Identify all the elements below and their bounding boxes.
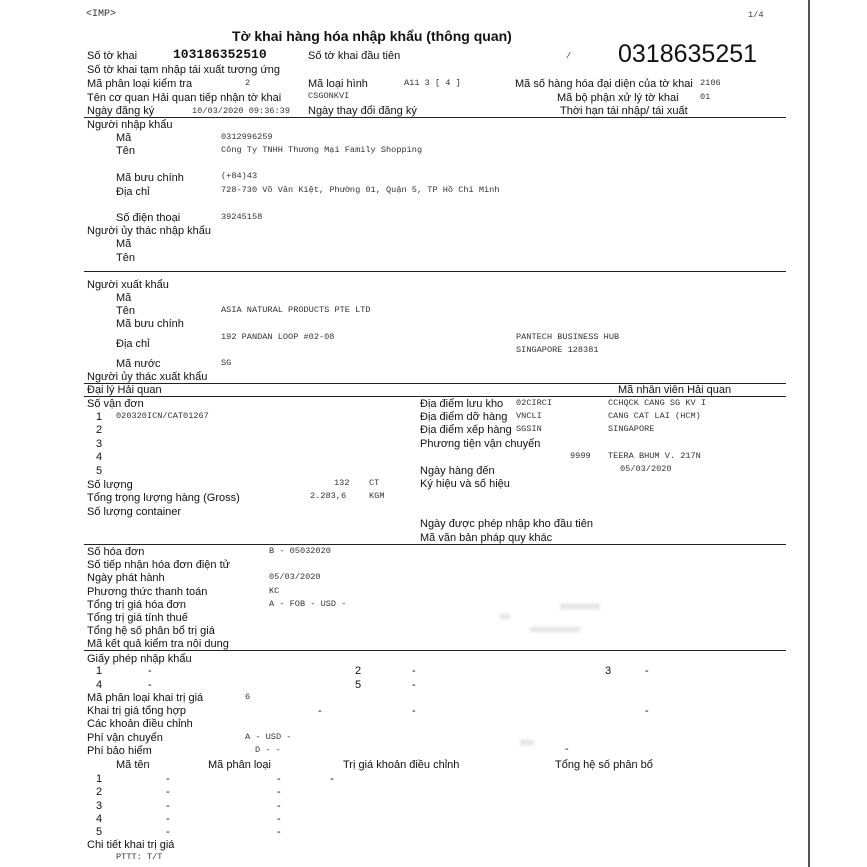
adjust-row-number: 1: [96, 773, 103, 785]
bl-row-number: 5: [96, 465, 103, 477]
valuation-detail-value: PTTT: T/T: [116, 852, 163, 862]
imp-tag: <IMP>: [86, 9, 117, 20]
container-label: Số lượng container: [87, 506, 182, 518]
type-code-label: Mã loại hình: [308, 78, 368, 90]
license-dash: -: [148, 679, 152, 691]
redacted-value: [530, 627, 580, 632]
exporter-name: ASIA NATURAL PRODUCTS PTE LTD: [221, 305, 371, 315]
temp-import-label: Số tờ khai tạm nhập tái xuất tương ứng: [87, 64, 281, 76]
valuation-class-value: 6: [245, 692, 251, 702]
adjust-row-number: 5: [96, 826, 103, 838]
valuation-dash: -: [412, 705, 416, 717]
exporter-address-line3: SINGAPORE 128381: [516, 345, 599, 355]
vehicle-code: 9999: [570, 451, 591, 461]
combined-valuation-label: Khai trị giá tổng hợp: [87, 705, 186, 717]
valuation-dash: -: [565, 743, 569, 755]
customs-officer-label: Mã nhân viên Hải quan: [618, 384, 732, 396]
license-dash: -: [645, 665, 649, 677]
importer-code-label: Mã: [116, 132, 132, 144]
bl-row-number: 2: [96, 424, 103, 436]
exporter-address-line1: 192 PANDAN LOOP #02-08: [221, 332, 335, 342]
importer-address: 728-730 Võ Văn Kiệt, Phường 01, Quận 5, TP Hồ Chí Minh: [221, 185, 500, 195]
license-dash: -: [148, 665, 152, 677]
importer-section-label: Người nhập khẩu: [87, 119, 173, 131]
unload-label: Địa điểm dỡ hàng: [420, 411, 508, 423]
valuation-detail-label: Chi tiết khai trị giá: [87, 839, 175, 851]
arrival-date: 05/03/2020: [620, 464, 672, 474]
reg-date-label: Ngày đăng ký: [87, 105, 155, 117]
adjust-row-number: 4: [96, 813, 103, 825]
bl-value-1: 020320ICN/CAT01267: [116, 411, 209, 421]
unload-name: CANG CAT LAI (HCM): [608, 411, 701, 421]
export-entrust-label: Người ủy thác xuất khẩu: [87, 371, 208, 383]
license-dash: -: [412, 679, 416, 691]
taxable-value-label: Tổng trị giá tính thuế: [87, 612, 188, 624]
license-row-number: 4: [96, 679, 103, 691]
invoice-no-label: Số hóa đơn: [87, 546, 145, 558]
exporter-country: SG: [221, 358, 232, 368]
divider: [84, 396, 786, 397]
exporter-address-label: Địa chỉ: [116, 338, 150, 350]
quantity-label: Số lượng: [87, 479, 133, 491]
bl-row-number: 4: [96, 451, 103, 463]
invoice-total: A - FOB - USD -: [269, 599, 347, 609]
storage-code: 02CIRCI: [516, 398, 553, 408]
adjust-col-value: Trị giá khoản điều chỉnh: [343, 759, 460, 771]
dept-code-label: Mã bộ phận xử lý tờ khai: [557, 92, 679, 104]
adjust-dash: -: [166, 773, 170, 785]
page-number: 1/4: [748, 10, 764, 20]
page-right-border: [808, 0, 810, 867]
valuation-dash: -: [645, 705, 649, 717]
issue-date-label: Ngày phát hành: [87, 572, 165, 584]
einvoice-label: Số tiếp nhận hóa đơn điện tử: [87, 559, 231, 571]
exporter-postal-label: Mã bưu chính: [116, 318, 184, 330]
adjust-dash: -: [277, 800, 281, 812]
quantity-unit: CT: [369, 478, 380, 488]
adjust-dash: -: [277, 773, 281, 785]
divider: [84, 271, 786, 272]
license-row-number: 3: [605, 665, 612, 677]
adjust-dash: -: [166, 826, 170, 838]
import-license-label: Giấy phép nhập khẩu: [87, 653, 192, 665]
freight-label: Phí vận chuyển: [87, 732, 163, 744]
adjust-col-name: Mã tên: [116, 759, 150, 771]
divider: [84, 544, 786, 545]
exporter-name-label: Tên: [116, 305, 135, 317]
import-entrust-label: Người ủy thác nhập khẩu: [87, 225, 212, 237]
first-warehouse-label: Ngày được phép nhập kho đầu tiên: [420, 518, 593, 530]
exporter-code-label: Mã: [116, 292, 132, 304]
unload-code: VNCLI: [516, 411, 542, 421]
importer-name-label: Tên: [116, 145, 135, 157]
load-label: Địa điểm xếp hàng: [420, 424, 512, 436]
page-title: Tờ khai hàng hóa nhập khẩu (thông quan): [232, 28, 512, 44]
license-row-number: 5: [355, 679, 362, 691]
reexport-deadline-label: Thời hạn tái nhập/ tái xuất: [560, 105, 688, 117]
gross-weight-label: Tổng trọng lượng hàng (Gross): [87, 492, 240, 504]
adjust-dash: -: [166, 800, 170, 812]
importer-postal-label: Mã bưu chính: [116, 172, 184, 184]
gross-weight-unit: KGM: [369, 491, 385, 501]
importer-phone-label: Số điện thoại: [116, 212, 181, 224]
insurance-label: Phí bảo hiểm: [87, 745, 152, 757]
freight-value: A - USD -: [245, 732, 292, 742]
importer-postal: (+84)43: [221, 171, 258, 181]
adjust-dash: -: [166, 786, 170, 798]
bl-row-number: 1: [96, 411, 103, 423]
reg-date-value: 10/03/2020 09:36:39: [192, 106, 290, 116]
storage-label: Địa điểm lưu kho: [420, 398, 504, 410]
payment-label: Phương thức thanh toán: [87, 586, 208, 598]
insurance-value: D - -: [255, 745, 281, 755]
adjust-col-class: Mã phân loại: [208, 759, 271, 771]
check-class-label: Mã phân loại kiểm tra: [87, 78, 193, 90]
adjust-row-number: 2: [96, 786, 103, 798]
adjust-col-coef: Tổng hệ số phân bổ: [555, 759, 653, 771]
divider: [84, 650, 786, 651]
importer-code: 0312996259: [221, 132, 273, 142]
adjustments-label: Các khoản điều chỉnh: [87, 718, 193, 730]
adjust-dash: -: [330, 773, 334, 785]
dept-code-value: 01: [700, 92, 711, 102]
redacted-value: [560, 604, 600, 609]
rep-hs-label: Mã số hàng hóa đại diện của tờ khai: [515, 78, 693, 90]
declaration-no-label: Số tờ khai: [87, 50, 138, 62]
check-class-value: 2: [245, 78, 251, 88]
adjust-dash: -: [277, 826, 281, 838]
importer-phone: 39245158: [221, 212, 263, 222]
quantity-value: 132: [334, 478, 350, 488]
exporter-section-label: Người xuất khẩu: [87, 279, 169, 291]
declaration-big-number: 0318635251: [618, 40, 758, 68]
import-entrust-name-label: Tên: [116, 252, 135, 264]
first-declaration-slash: /: [566, 51, 572, 61]
first-declaration-label: Số tờ khai đầu tiên: [308, 50, 401, 62]
importer-name: Công Ty TNHH Thương Mại Family Shopping: [221, 145, 423, 155]
storage-name: CCHQCK CANG SG KV I: [608, 398, 706, 408]
exporter-country-label: Mã nước: [116, 358, 161, 370]
license-row-number: 1: [96, 665, 103, 677]
customs-agent-label: Đại lý Hải quan: [87, 384, 162, 396]
vehicle-label: Phương tiện vận chuyển: [420, 438, 541, 450]
importer-address-label: Địa chỉ: [116, 186, 150, 198]
license-row-number: 2: [355, 665, 362, 677]
valuation-class-label: Mã phân loại khai trị giá: [87, 692, 204, 704]
legal-doc-label: Mã văn bản pháp quy khác: [420, 532, 553, 544]
divider: [84, 117, 786, 118]
declaration-no: 103186352510: [173, 47, 267, 62]
valuation-dash: -: [318, 705, 322, 717]
type-code-value: A11 3 [ 4 ]: [404, 78, 461, 88]
gross-weight-value: 2.283,6: [310, 491, 347, 501]
change-date-label: Ngày thay đổi đăng ký: [308, 105, 417, 117]
invoice-total-label: Tổng trị giá hóa đơn: [87, 599, 186, 611]
customs-office-value: CSGONKVI: [308, 91, 350, 101]
exporter-address-line2: PANTECH BUSINESS HUB: [516, 332, 620, 342]
issue-date: 05/03/2020: [269, 572, 321, 582]
adjust-row-number: 3: [96, 800, 103, 812]
invoice-no: B - 05032020: [269, 546, 331, 556]
adjust-dash: -: [277, 786, 281, 798]
marks-label: Ký hiệu và số hiệu: [420, 478, 510, 490]
bl-row-number: 3: [96, 438, 103, 450]
customs-office-label: Tên cơ quan Hải quan tiếp nhận tờ khai: [87, 92, 282, 104]
bl-label: Số vận đơn: [87, 398, 144, 410]
payment-value: KC: [269, 586, 280, 596]
arrival-label: Ngày hàng đến: [420, 465, 495, 477]
adjust-dash: -: [166, 813, 170, 825]
inspection-result-label: Mã kết quả kiểm tra nội dung: [87, 638, 229, 650]
vehicle-name: TEERA BHUM V. 217N: [608, 451, 701, 461]
allocation-coef-label: Tổng hệ số phân bổ trị giá: [87, 625, 215, 637]
rep-hs-value: 2106: [700, 78, 721, 88]
load-code: SGSIN: [516, 424, 542, 434]
redacted-value: [500, 614, 510, 619]
import-entrust-code-label: Mã: [116, 238, 132, 250]
license-dash: -: [412, 665, 416, 677]
redacted-value: [520, 740, 534, 745]
adjust-dash: -: [277, 813, 281, 825]
load-name: SINGAPORE: [608, 424, 655, 434]
